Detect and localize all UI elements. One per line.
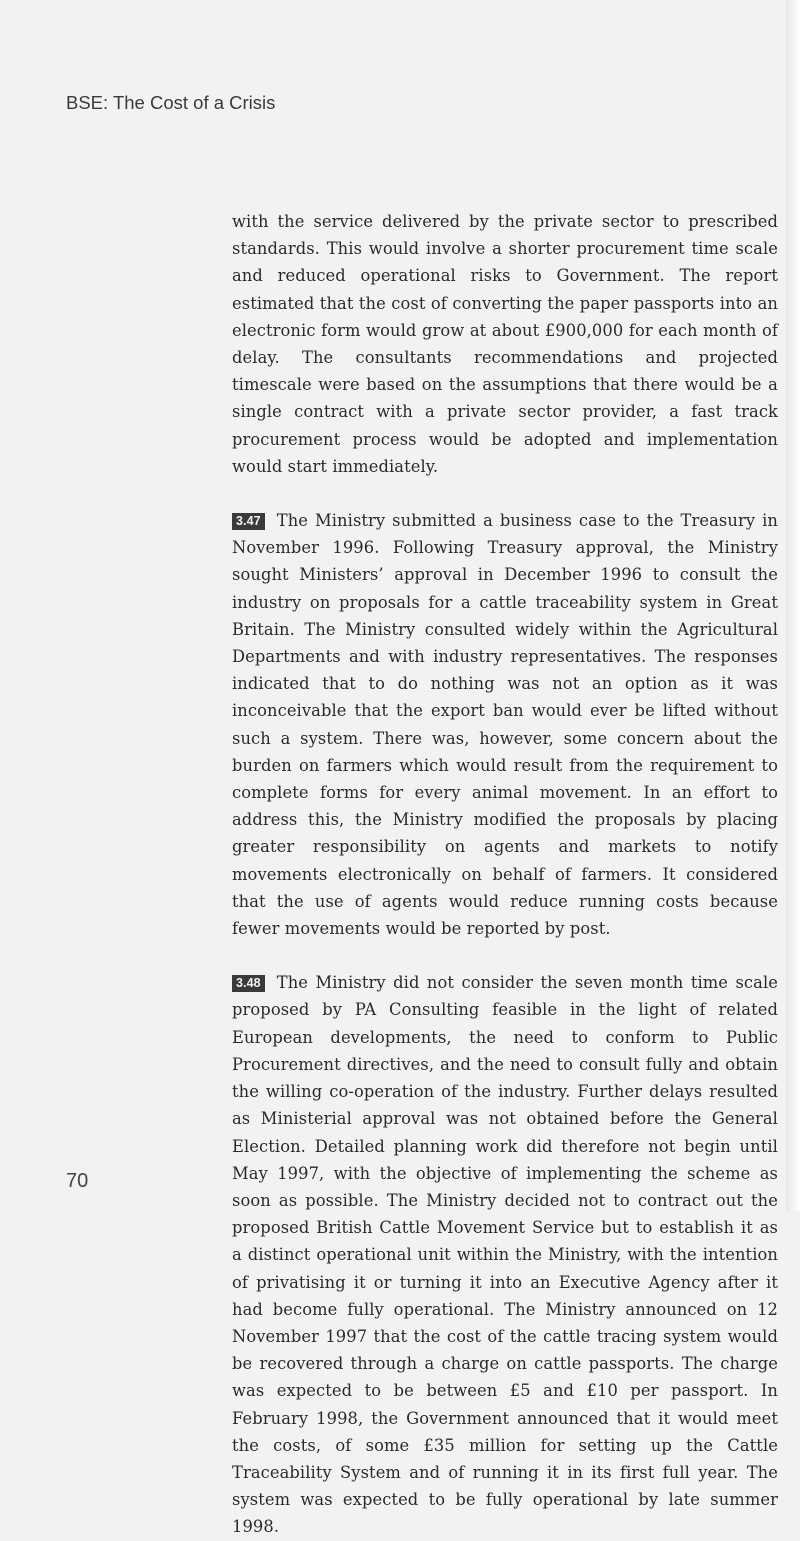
paragraph-3-47 bbox=[232, 507, 778, 942]
paragraph-3-48 bbox=[232, 969, 778, 1540]
page-number: 70 bbox=[66, 1170, 89, 1192]
paragraph-text: The Ministry did not consider the seven month time scale proposed by PA Consulting feasible in the light of related European developments, the need to conform to Public Procurement directives, and the need to consult fully and obtain the willing co-operation of the industry. Further delays resulted as Ministerial approval was not obtained before the General Election. Detailed planning work did therefore not begin until May 1997, with the objective of implementing the scheme as soon as possible. The Ministry decided not to contract out the proposed British Cattle Movement Service but to establish it as a distinct operational unit within the Ministry, with the intention of privatising it or turning it into an Executive Agency after it had become fully operational. The Ministry announced on 12 November 1997 that the cost of the cattle tracing system would be recovered through a charge on cattle passports. The charge was expected to be between £5 and £10 per passport. In February 1998, the Government announced that it would meet the costs, of some £35 million for setting up the Cattle Traceability System and of running it in its first full year. The system was expected to be fully operational by late summer 1998. bbox=[232, 973, 778, 1537]
paragraph-text: The Ministry submitted a business case to the Treasury in November 1996. Following Treasury approval, the Ministry sought Ministers’ approval in December 1996 to consult the industry on proposals for a cattle traceability system in Great Britain. The Ministry consulted widely within the Agricultural Departments and with industry representatives. The responses indicated that to do nothing was not an option as it was inconceivable that the export ban would ever be lifted without such a system. There was, however, some concern about the burden on farmers which would result from the requirement to complete forms for every animal movement. In an effort to address this, the Ministry modified the proposals by placing greater responsibility on agents and markets to notify movements electronically on behalf of farmers. It considered that the use of agents would reduce running costs because fewer movements would be reported by post. bbox=[232, 511, 778, 939]
paragraph-number-badge: 3.48 bbox=[232, 975, 265, 992]
body-text bbox=[232, 208, 778, 1541]
running-header: BSE: The Cost of a Crisis bbox=[66, 92, 276, 113]
paragraph-continued bbox=[232, 208, 778, 480]
paragraph-number-badge: 3.47 bbox=[232, 513, 265, 530]
page-edge-shadow bbox=[786, 0, 800, 1211]
paragraph-text: with the service delivered by the private sector to prescribed standards. This would involve a shorter procurement time scale and reduced operational risks to Government. The report estimated that the cost of converting the paper passports into an electronic form would grow at about £900,000 for each month of delay. The consultants recommendations and projected timescale were based on the assumptions that there would be a single contract with a private sector provider, a fast track procurement process would be adopted and implementation would start immediately. bbox=[232, 212, 778, 476]
